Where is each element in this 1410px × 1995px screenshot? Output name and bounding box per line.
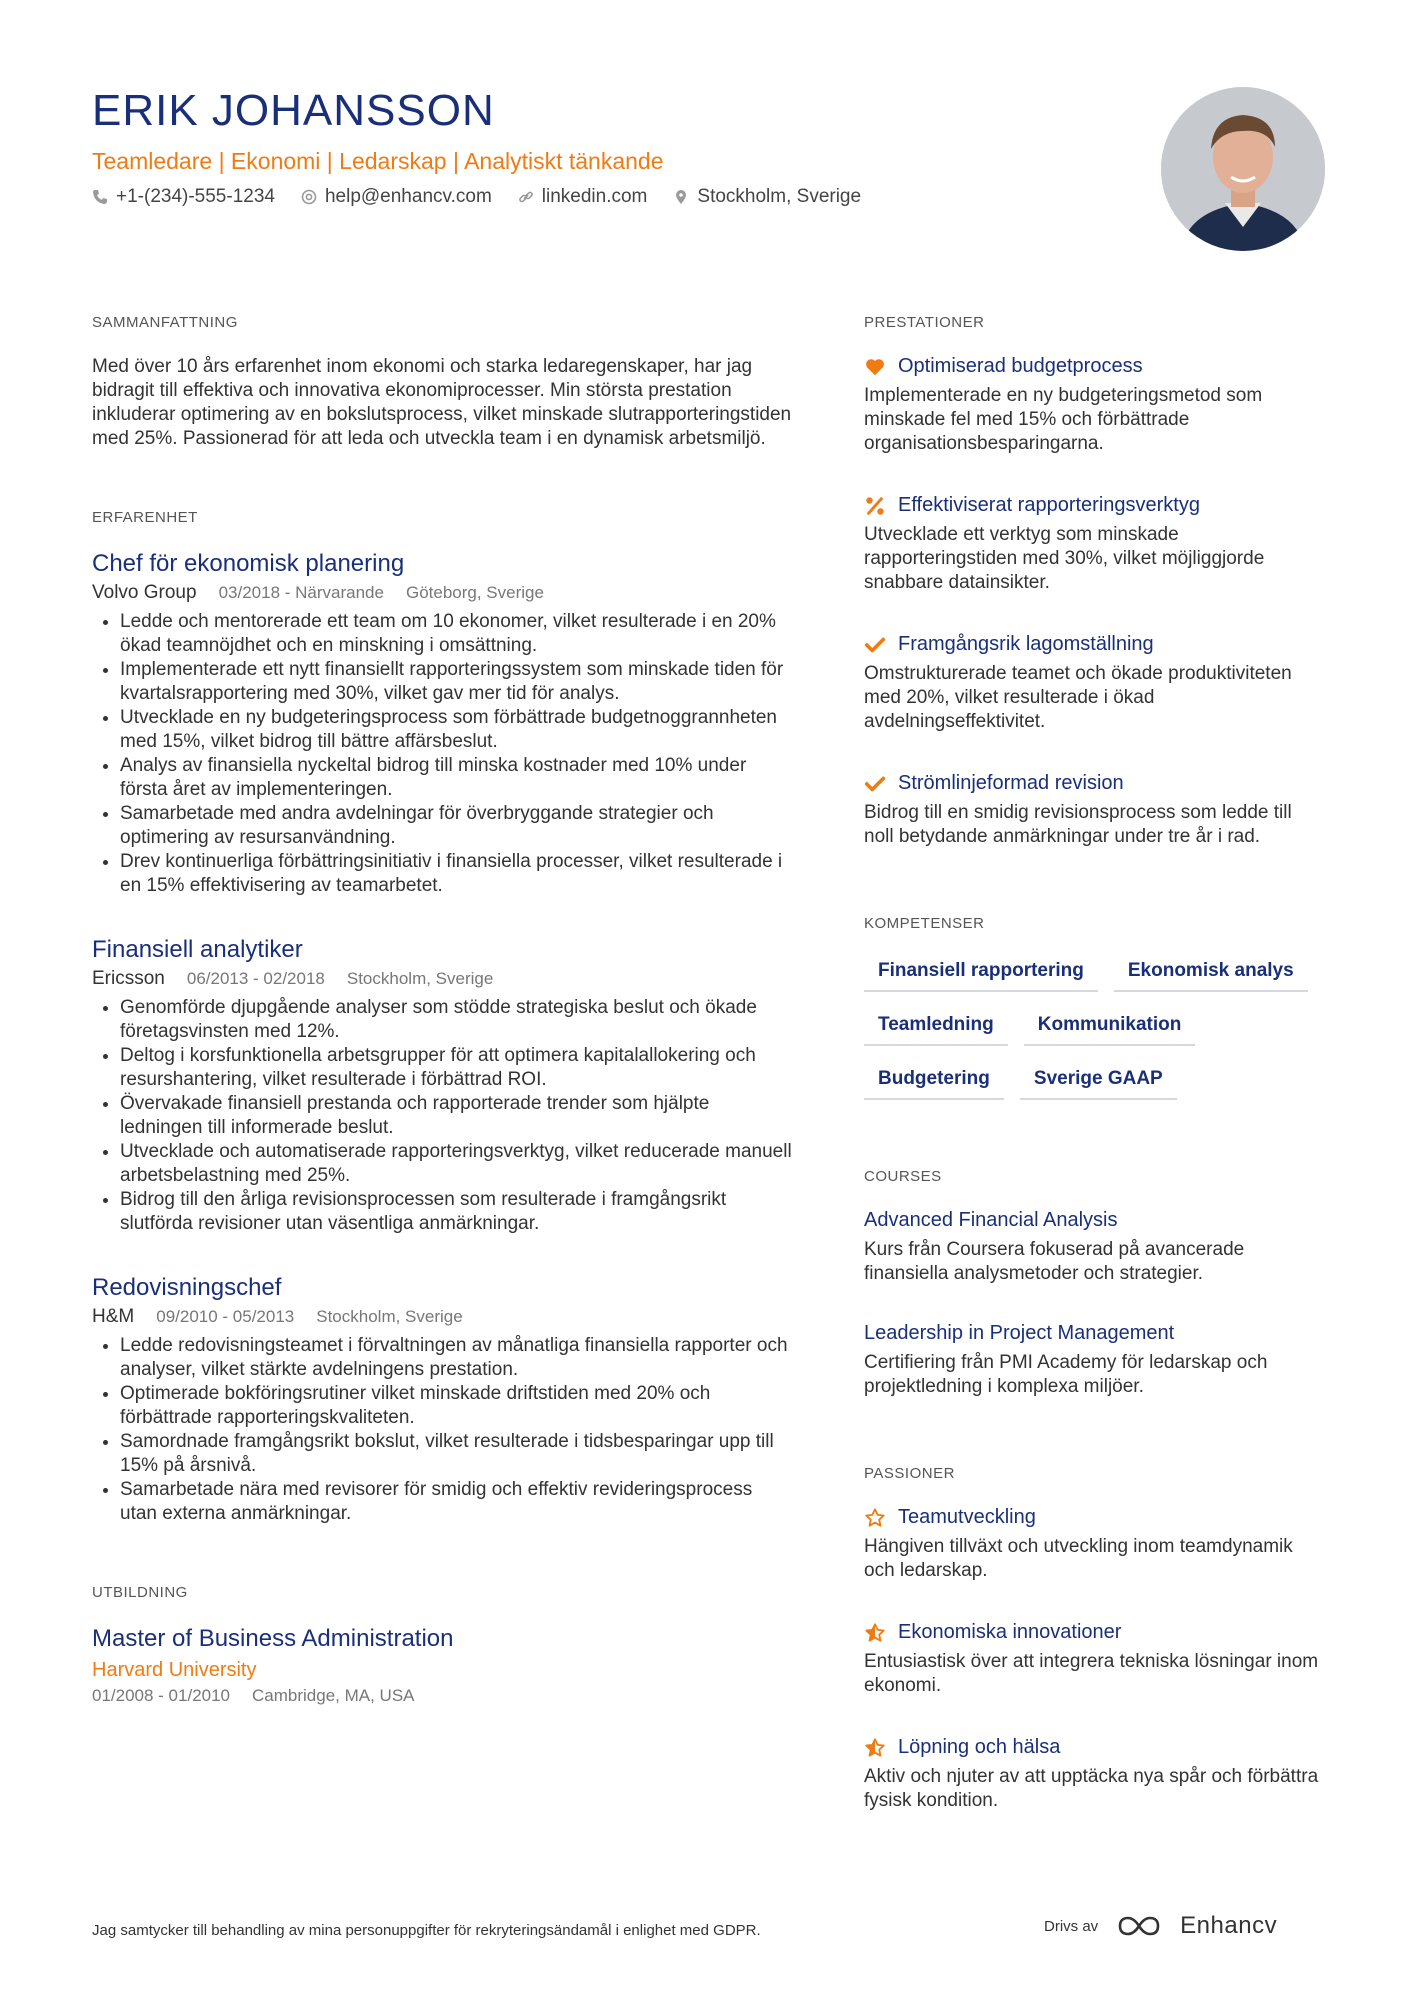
achievement-header (864, 772, 1324, 795)
phone-icon (92, 189, 108, 205)
passion-title: Ekonomiska innovationer (898, 1621, 1122, 1643)
bullet-item: • Samarbetade nära med revisorer för smidig och effektiv revideringsprocess utan externa anmärkningar. (120, 1478, 792, 1526)
brand-name: Enhancv (1180, 1912, 1278, 1939)
job-dates: 09/2010 - 05/2013 (156, 1307, 295, 1326)
passion-desc: Hängiven tillväxt och utveckling inom teamdynamik och ledarskap. (864, 1536, 1293, 1581)
right-column (864, 314, 1324, 1851)
achievement-title: Effektiviserat rapporteringsverktyg (898, 494, 1200, 516)
bullet-item: • Drev kontinuerliga förbättringsinitiativ i finansiella processer, vilket resulterade i en 15% effektivisering av teamarbetet. (120, 850, 792, 898)
passion-item (864, 1621, 1324, 1698)
avatar-icon (1161, 87, 1325, 251)
experience-heading: ERFARENHET (92, 509, 198, 526)
job-bullets (92, 1334, 792, 1526)
education-meta (92, 1686, 792, 1706)
summary-text: Med över 10 års erfarenhet inom ekonomi och starka ledaregenskaper, har jag bidragit till effektiva och innovativa ekonomiprocesser. Min största prestation inkluderar optimering av en bokslutsprocess, vilket minskade slutrapporteringstiden med 25%. Passionerad för att leda och utveckla team i en dynamisk arbetsmiljö. (92, 356, 792, 449)
contact-location (673, 186, 861, 208)
achievement-item (864, 494, 1324, 595)
job-meta (92, 1306, 792, 1328)
location-pin-icon (673, 189, 689, 205)
passions-heading: PASSIONER (864, 1465, 955, 1482)
contact-row (92, 186, 861, 208)
job-entry (92, 1274, 792, 1526)
passion-desc: Entusiastisk över att integrera tekniska lösningar inom ekonomi. (864, 1651, 1319, 1696)
at-icon (301, 189, 317, 205)
contact-linkedin (518, 186, 648, 208)
achievement-item (864, 355, 1324, 456)
job-bullets (92, 996, 792, 1236)
achievements-heading: PRESTATIONER (864, 314, 985, 331)
courses-heading: COURSES (864, 1168, 942, 1185)
job-meta (92, 968, 792, 990)
job-entry (92, 936, 792, 1236)
education-dates: 01/2008 - 01/2010 (92, 1686, 231, 1705)
job-dates: 06/2013 - 02/2018 (186, 969, 325, 988)
heart-icon (864, 356, 886, 378)
check-icon (864, 773, 886, 795)
job-title: Finansiell analytiker (92, 936, 303, 963)
company-name: Ericsson (92, 968, 165, 989)
skill-tag: Kommunikation (1024, 1010, 1196, 1046)
achievement-header (864, 633, 1324, 656)
bullet-item: • Utvecklade och automatiserade rapporteringsverktyg, vilket reducerade manuell arbetsbelastning med 25%. (120, 1140, 792, 1188)
bullet-item: • Övervakade finansiell prestanda och rapporterade trender som hjälpte ledningen till informerade beslut. (120, 1092, 792, 1140)
course-item (864, 1209, 1324, 1286)
contact-phone (92, 186, 275, 208)
job-location: Stockholm, Sverige (346, 969, 494, 988)
job-location: Stockholm, Sverige (316, 1307, 463, 1326)
course-desc: Kurs från Coursera fokuserad på avancerade finansiella analysmetoder och strategier. (864, 1239, 1245, 1284)
achievement-desc: Bidrog till en smidig revisionsprocess som ledde till noll betydande anmärkningar under tre år i rad. (864, 802, 1292, 847)
bullet-item: • Ledde redovisningsteamet i förvaltningen av månatliga finansiella rapporter och analyser, vilket stärkte avdelningens prestation. (120, 1334, 792, 1382)
linkedin-text: linkedin.com (541, 186, 648, 207)
skill-tag: Budgetering (864, 1064, 1004, 1100)
skill-tag: Sverige GAAP (1020, 1064, 1177, 1100)
company-name: H&M (92, 1306, 135, 1327)
course-title: Advanced Financial Analysis (864, 1209, 1118, 1231)
check-icon (864, 634, 886, 656)
achievement-header (864, 355, 1324, 378)
passion-title: Teamutveckling (898, 1506, 1036, 1528)
job-meta (92, 582, 792, 604)
enhancv-logo-icon (1116, 1914, 1162, 1938)
star-half-icon (864, 1737, 886, 1759)
education-heading: UTBILDNING (92, 1584, 188, 1601)
course-desc: Certifiering från PMI Academy för ledarskap och projektledning i komplexa miljöer. (864, 1352, 1268, 1397)
summary-heading: SAMMANFATTNING (92, 314, 238, 331)
powered-by-label: Drivs av (1044, 1917, 1099, 1935)
star-outline-icon (864, 1507, 886, 1529)
job-entry (92, 550, 792, 898)
company-name: Volvo Group (92, 582, 197, 603)
job-location: Göteborg, Sverige (405, 583, 544, 602)
profile-photo (1161, 87, 1325, 251)
achievement-title: Optimiserad budgetprocess (898, 355, 1143, 377)
candidate-name: ERIK JOHANSSON (92, 86, 495, 135)
percent-icon (864, 495, 886, 517)
passion-header (864, 1736, 1324, 1759)
achievement-header (864, 494, 1324, 517)
skill-tag: Teamledning (864, 1010, 1008, 1046)
bullet-item: • Samordnade framgångsrikt bokslut, vilket resulterade i tidsbesparingar upp till 15% på årsnivå. (120, 1430, 792, 1478)
passion-header (864, 1506, 1324, 1529)
bullet-item: • Genomförde djupgående analyser som stödde strategiska beslut och ökade företagsvinsten med 12%. (120, 996, 792, 1044)
bullet-item: • Implementerade ett nytt finansiellt rapporteringssystem som minskade tiden för kvartalsrapportering med 30%, vilket gav mer tid för analys. (120, 658, 792, 706)
bullet-item: • Samarbetade med andra avdelningar för överbryggande strategier och optimering av resursanvändning. (120, 802, 792, 850)
degree-title: Master of Business Administration (92, 1625, 454, 1652)
powered-by (1044, 1912, 1277, 1940)
skill-tag: Ekonomisk analys (1114, 956, 1308, 992)
job-title: Redovisningschef (92, 1274, 282, 1301)
contact-email (301, 186, 492, 208)
phone-text: +1-(234)-555-1234 (116, 186, 275, 207)
location-text: Stockholm, Sverige (697, 186, 862, 207)
bullet-item: • Utvecklade en ny budgeteringsprocess som förbättrade budgetnoggrannheten med 15%, vilket bidrog till bättre affärsbeslut. (120, 706, 792, 754)
gdpr-consent: Jag samtycker till behandling av mina personuppgifter för rekryteringsändamål i enlighet med GDPR. (92, 1922, 761, 1939)
skills-heading: KOMPETENSER (864, 915, 985, 932)
headline: Teamledare | Ekonomi | Ledarskap | Analytiskt tänkande (92, 148, 664, 174)
course-title: Leadership in Project Management (864, 1322, 1175, 1344)
job-title: Chef för ekonomisk planering (92, 550, 405, 577)
education-location: Cambridge, MA, USA (252, 1686, 415, 1705)
achievement-title: Framgångsrik lagomställning (898, 633, 1154, 655)
passion-item (864, 1736, 1324, 1813)
achievement-desc: Omstrukturerade teamet och ökade produktiviteten med 20%, vilket resulterade i ökad avdelningseffektivitet. (864, 663, 1292, 732)
job-bullets (92, 610, 792, 898)
left-column (92, 314, 792, 1712)
bullet-item: • Ledde och mentorerade ett team om 10 ekonomer, vilket resulterade i en 20% ökad teamnöjdhet och en minskning i omsättning. (120, 610, 792, 658)
achievement-desc: Implementerade en ny budgeteringsmetod som minskade fel med 15% och förbättrade organisationsbesparingarna. (864, 385, 1263, 454)
passion-desc: Aktiv och njuter av att upptäcka nya spår och förbättra fysisk kondition. (864, 1766, 1319, 1811)
bullet-item: • Deltog i korsfunktionella arbetsgrupper för att optimera kapitalallokering och resurshantering, vilket resulterade i förbättrad ROI. (120, 1044, 792, 1092)
bullet-item: • Optimerade bokföringsrutiner vilket minskade driftstiden med 20% och förbättrade rapporteringskvaliteten. (120, 1382, 792, 1430)
passion-item (864, 1506, 1324, 1583)
school-name: Harvard University (92, 1659, 257, 1681)
achievement-desc: Utvecklade ett verktyg som minskade rapporteringstiden med 30%, vilket möjliggjorde snabbare datainsikter. (864, 524, 1265, 593)
bullet-item: • Analys av finansiella nyckeltal bidrog till minska kostnader med 10% under första året av implementeringen. (120, 754, 792, 802)
achievement-item (864, 633, 1324, 734)
course-item (864, 1322, 1324, 1399)
achievement-title: Strömlinjeformad revision (898, 772, 1124, 794)
email-text: help@enhancv.com (324, 186, 492, 207)
passion-header (864, 1621, 1324, 1644)
link-icon (518, 189, 534, 205)
achievement-item (864, 772, 1324, 849)
passion-title: Löpning och hälsa (898, 1736, 1061, 1758)
bullet-item: • Bidrog till den årliga revisionsprocessen som resulterade i framgångsrikt slutförda revisioner utan väsentliga anmärkningar. (120, 1188, 792, 1236)
education-entry (92, 1625, 792, 1706)
star-half-icon (864, 1622, 886, 1644)
skill-tag: Finansiell rapportering (864, 956, 1098, 992)
skills-list (864, 956, 1324, 1100)
job-dates: 03/2018 - Närvarande (218, 583, 384, 602)
